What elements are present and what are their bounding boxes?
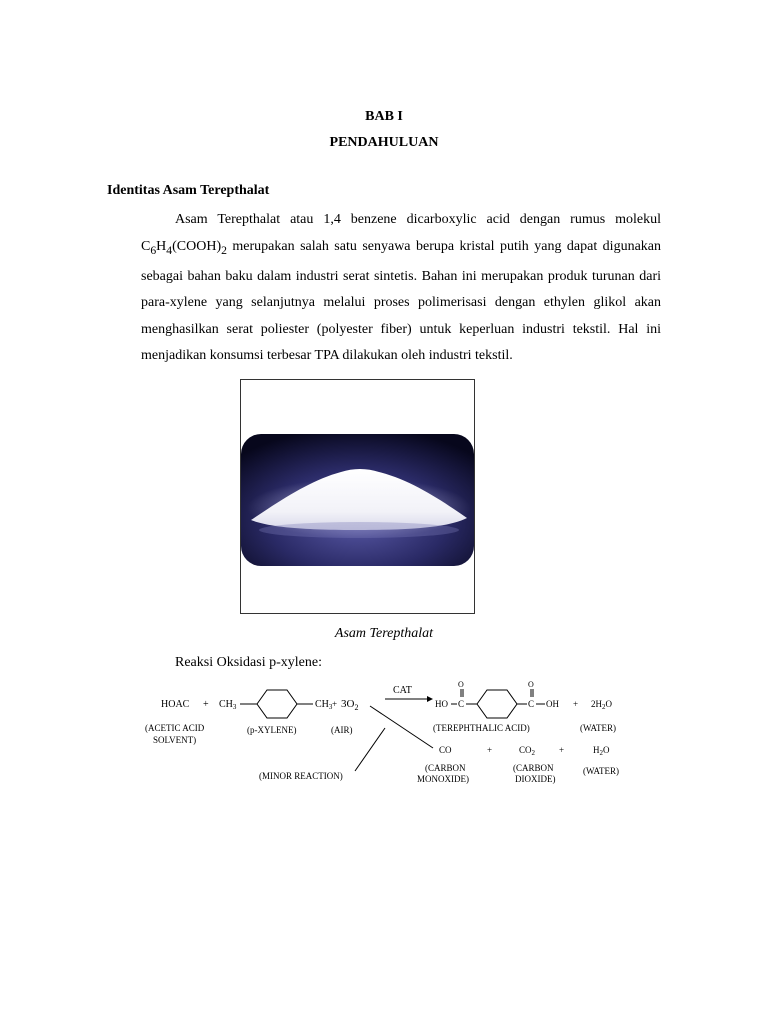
water-product: $2H_2O$ xyxy=(591,699,612,711)
plus-sign-5: + xyxy=(559,745,565,755)
oxygen-left: O xyxy=(458,680,464,689)
label-air: (AIR) xyxy=(331,725,353,735)
reaction-heading: Reaksi Oksidasi p-xylene: xyxy=(175,655,322,670)
paragraph-text-2: H xyxy=(156,238,167,254)
carbon-monoxide: CO xyxy=(439,745,452,755)
chapter-number: BAB I xyxy=(365,109,403,124)
benzene-ring-xylene xyxy=(257,690,297,718)
label-monoxide: MONOXIDE) xyxy=(417,774,469,784)
plus-sign-1: + xyxy=(203,699,209,710)
plus-sign-3: + xyxy=(573,699,579,709)
powder-pile-image xyxy=(241,380,474,613)
formula-subscript-6: 6 xyxy=(150,243,157,257)
arrowhead xyxy=(427,696,433,702)
plus-sign-2: + xyxy=(332,699,338,709)
oxygen-reactant: $3O_2$ xyxy=(341,698,359,712)
label-minor-reaction: (MINOR REACTION) xyxy=(259,771,343,781)
methyl-group-right: $CH_3$ xyxy=(315,699,333,711)
carbon-left: C xyxy=(458,699,465,709)
hydroxyl-left: HO xyxy=(435,699,448,709)
minor-branch-line xyxy=(370,706,433,748)
formula-subscript-4: 4 xyxy=(166,243,173,257)
label-p-xylene: (p-XYLENE) xyxy=(247,725,297,735)
terephthalic-acid-photo xyxy=(240,379,475,614)
benzene-ring-tpa xyxy=(477,690,517,718)
water-minor: $H_2O$ xyxy=(593,745,610,757)
label-terephthalic-acid: (TEREPHTHALIC ACID) xyxy=(433,723,530,733)
catalyst-label: CAT xyxy=(393,685,412,696)
hydroxyl-right: OH xyxy=(546,699,559,709)
oxygen-right: O xyxy=(528,680,534,689)
section-heading: Identitas Asam Terepthalat xyxy=(107,183,270,198)
label-dioxide: DIOXIDE) xyxy=(515,774,556,784)
figure-caption: Asam Terepthalat xyxy=(334,626,434,641)
paragraph-text-1: Asam Terepthalat atau 1,4 benzene dicarboxylic acid dengan rumus molekul C xyxy=(141,212,661,254)
label-acetic-acid: (ACETIC ACID xyxy=(145,723,205,733)
formula-subscript-2: 2 xyxy=(221,243,227,257)
minor-reaction-pointer xyxy=(355,728,385,771)
body-paragraph xyxy=(141,207,661,370)
label-carbon-2: (CARBON xyxy=(513,763,554,773)
chapter-title: PENDAHULUAN xyxy=(329,135,439,150)
carbon-dioxide: $CO_2$ xyxy=(519,745,536,757)
label-solvent: SOLVENT) xyxy=(153,735,197,745)
methyl-group-left: $CH_3$ xyxy=(219,699,237,711)
label-carbon-1: (CARBON xyxy=(425,763,466,773)
paragraph-text-3: (COOH) xyxy=(172,238,222,254)
reactant-hoac: HOAC xyxy=(161,699,190,710)
paragraph-text-4: merupakan salah satu senyawa berupa kristal putih yang dapat digunakan sebagai bahan baku dalam industri serat sintetis. Bahan ini merupakan produk turunan dari para-xylene yang selanjutnya melalui proses polimerisasi dengan ethylen glikol akan menghasilkan serat poliester (polyester fiber) untuk keperluan industri tekstil. Hal ini menjadikan konsumsi terbesar TPA dilakukan oleh industri tekstil. xyxy=(141,238,661,364)
plus-sign-4: + xyxy=(487,745,493,755)
label-water: (WATER) xyxy=(580,723,616,733)
carbon-right: C xyxy=(528,699,535,709)
oxidation-reaction-diagram xyxy=(135,676,635,796)
label-water-minor: (WATER) xyxy=(583,766,619,776)
